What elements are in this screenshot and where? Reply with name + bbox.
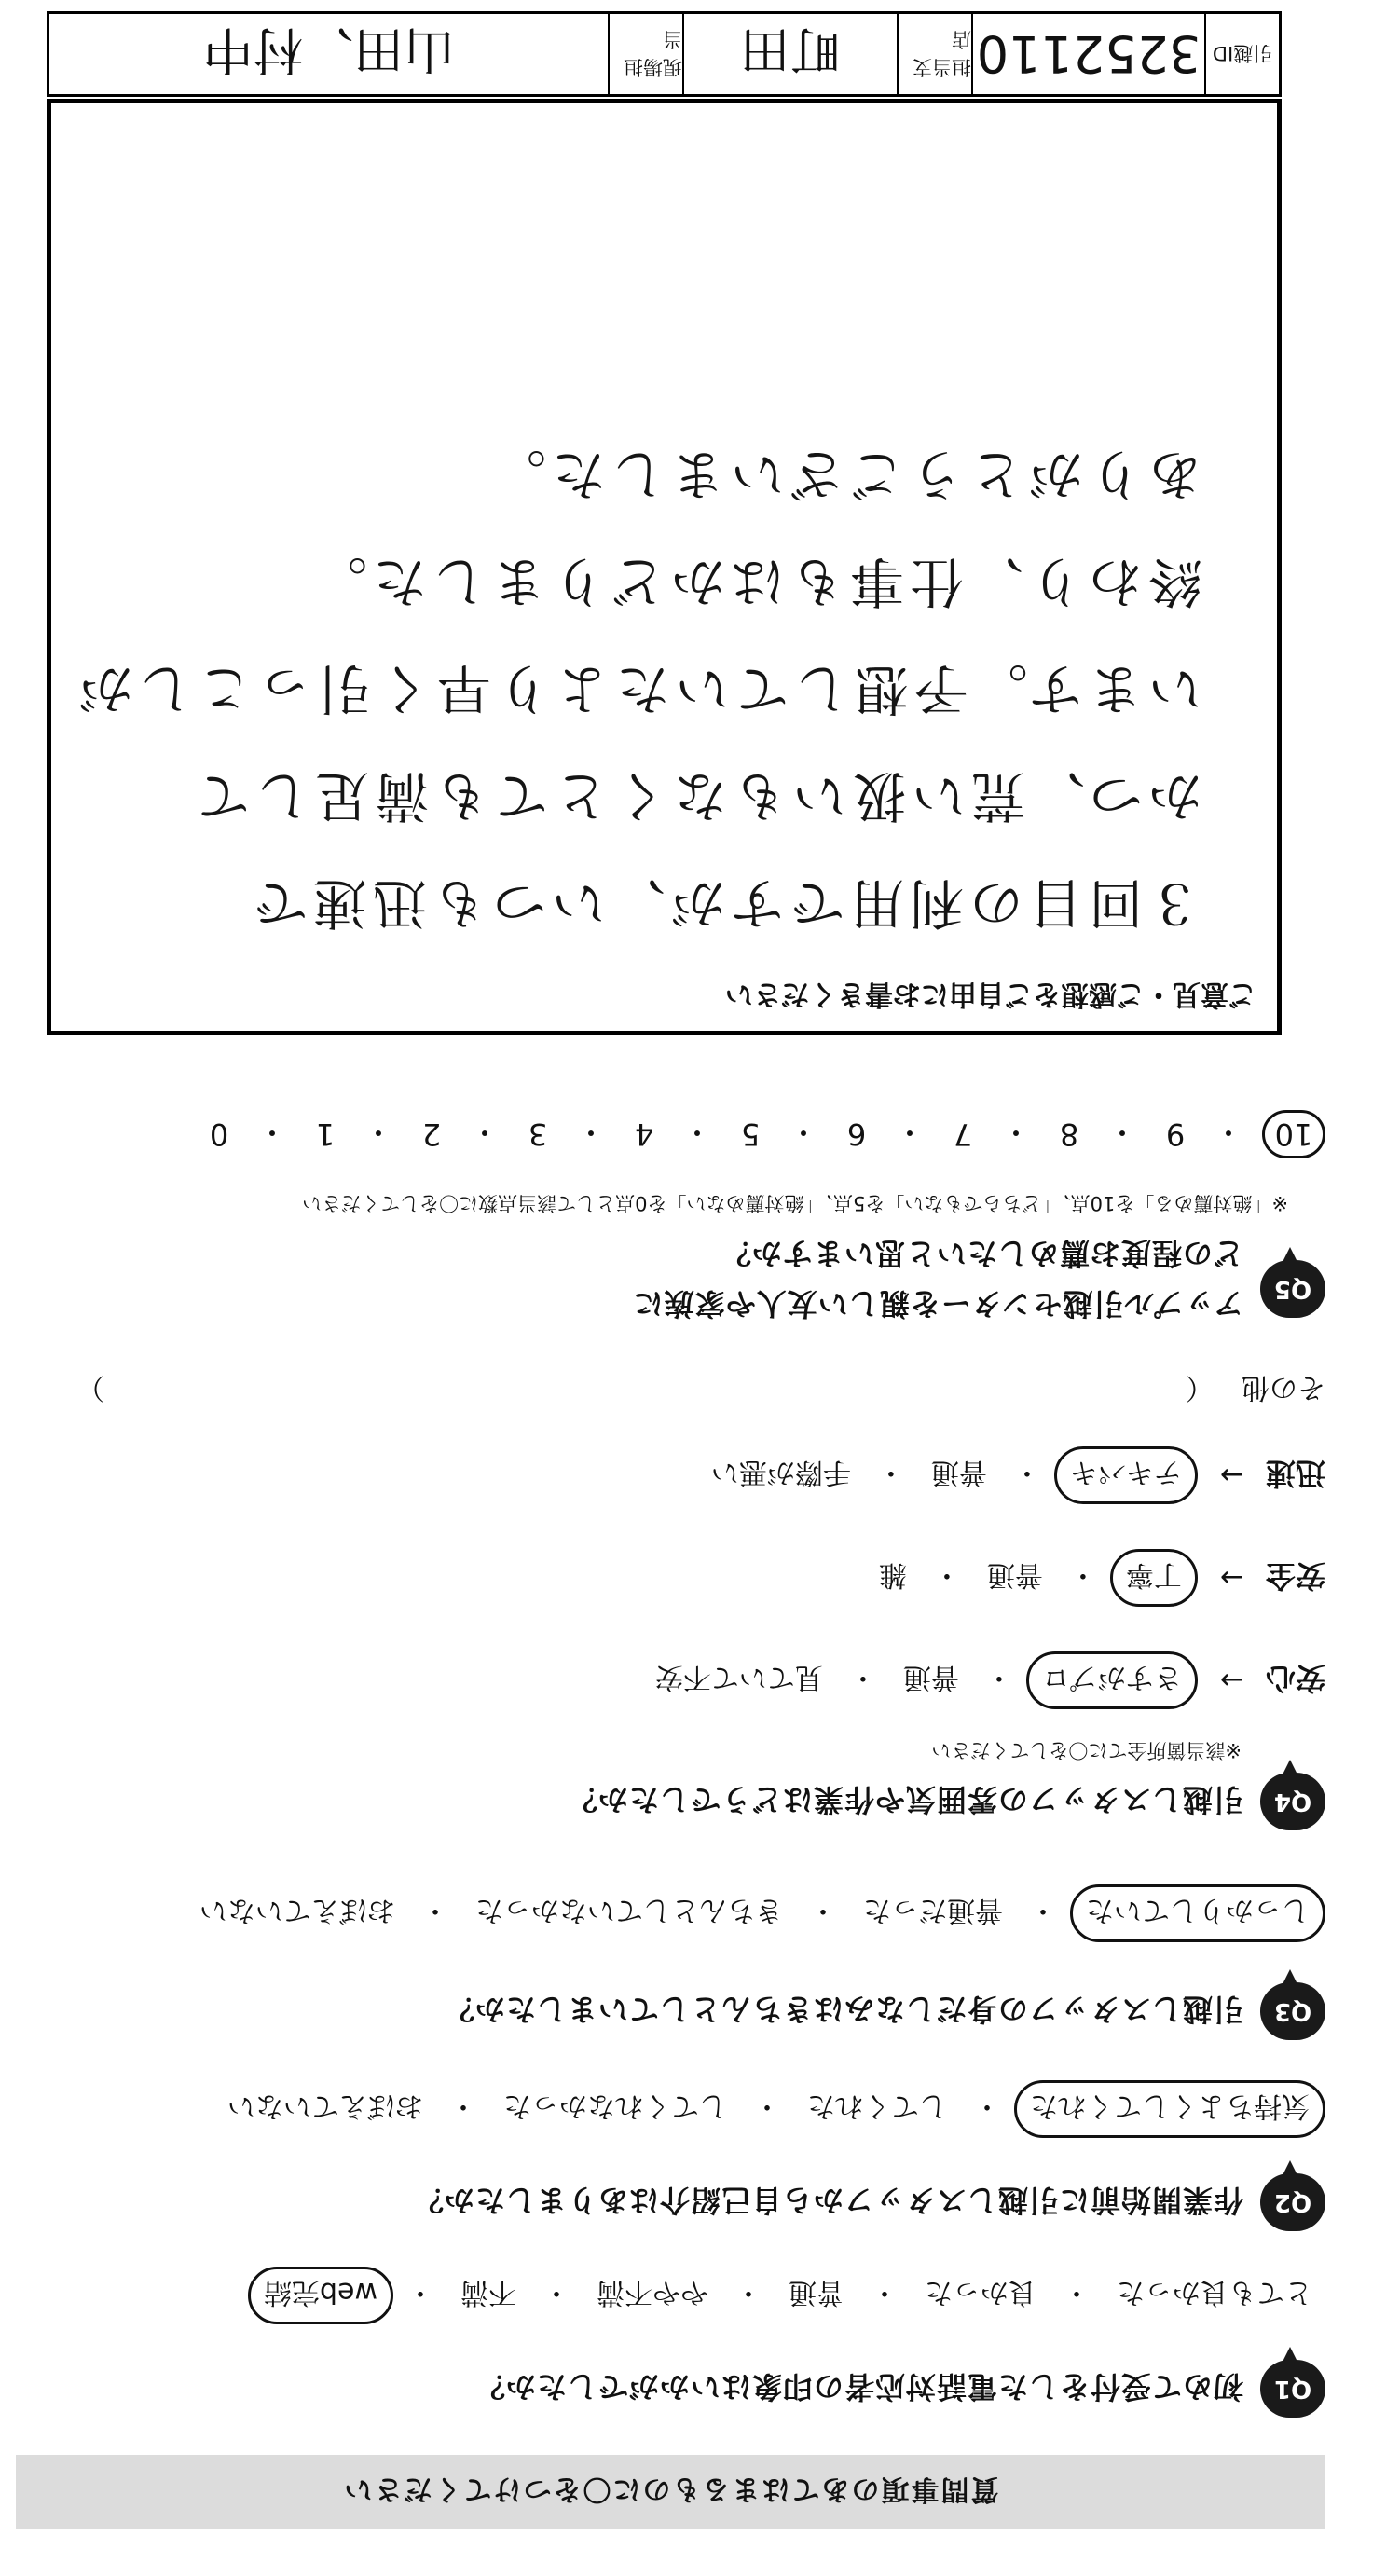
score-option[interactable]: 0 bbox=[209, 1117, 229, 1152]
q5-badge: Q5 bbox=[1260, 1260, 1325, 1318]
question-4 bbox=[567, 1773, 1325, 1830]
q1-option[interactable]: 不満 bbox=[460, 2276, 516, 2309]
score-option-selected[interactable]: 10 bbox=[1262, 1110, 1325, 1158]
q4-row-anshin: 安心 → さすがプロ ・ 普通 ・ 見ていて不安 bbox=[642, 1651, 1325, 1709]
q4-row-label: 安心 bbox=[1265, 1661, 1325, 1696]
score-option[interactable]: 1 bbox=[315, 1117, 336, 1152]
branch-value: 町田 bbox=[740, 21, 841, 80]
id-table bbox=[47, 11, 1282, 97]
q3-option[interactable]: おぼえていない bbox=[199, 1894, 395, 1926]
q3-text: 引越しスタッフの身だしなみはきちんとしていましたか？ bbox=[443, 1992, 1243, 2027]
q1-badge: Q1 bbox=[1260, 2360, 1325, 2418]
score-option[interactable]: 7 bbox=[953, 1117, 973, 1152]
q4-row-label: 迅速 bbox=[1265, 1456, 1325, 1491]
q5-score-scale: 10 ・ 9 ・ 8 ・ 7 ・ 6 ・ 5 ・ 4 ・ 3 ・ 2 ・ 1 ・ 0 bbox=[199, 1110, 1325, 1158]
q2-option[interactable]: してくれなかった bbox=[503, 2090, 727, 2122]
q1-option[interactable]: やや不満 bbox=[597, 2276, 708, 2309]
score-option[interactable]: 5 bbox=[740, 1117, 761, 1152]
q4-note: ※該当箇所全てに〇をしてください bbox=[931, 1739, 1242, 1761]
q4-other bbox=[76, 1370, 1325, 1411]
comment-line: ３回目の利用ですが、いつも迅速で bbox=[247, 871, 1202, 935]
q3-option[interactable]: 普通だった bbox=[863, 1894, 1003, 1926]
q1-option-selected[interactable]: web完結 bbox=[248, 2267, 393, 2324]
q4-other-close: ） bbox=[76, 1371, 104, 1404]
q3-options: しっかりしていた ・ 普通だった ・ きちんとしていなかった ・ おぼえていない bbox=[186, 1884, 1325, 1942]
q5-note: ※「絶対薦める」を10点、「どちらでもない」を5点、「絶対薦めない」を0点として該当点数に〇をしてください bbox=[302, 1192, 1288, 1214]
q2-text: 作業開始前に引越しスタッフから自己紹介はありましたか？ bbox=[412, 2183, 1243, 2218]
instruction-header bbox=[16, 2455, 1325, 2529]
score-option[interactable]: 8 bbox=[1059, 1117, 1079, 1152]
question-2 bbox=[413, 2173, 1325, 2231]
q3-badge: Q3 bbox=[1260, 1982, 1325, 2040]
q4-option-selected[interactable]: 丁寧 bbox=[1110, 1549, 1198, 1607]
score-option[interactable]: 9 bbox=[1165, 1117, 1186, 1152]
score-option[interactable]: 4 bbox=[634, 1117, 654, 1152]
q5-text-line2: どの程度お薦めしたいと思いますか？ bbox=[720, 1236, 1243, 1271]
instruction-text: 質問事項のあてはまるものに〇をつけてください bbox=[342, 2473, 999, 2505]
q4-other-label: その他 bbox=[1242, 1371, 1325, 1404]
comment-line: 終わり、仕事もはかどりました。 bbox=[307, 550, 1202, 613]
q4-option-selected[interactable]: さすがプロ bbox=[1026, 1651, 1198, 1709]
q4-option[interactable]: 普通 bbox=[902, 1661, 959, 1693]
q4-option[interactable]: 雑 bbox=[878, 1558, 907, 1591]
score-option[interactable]: 3 bbox=[528, 1117, 548, 1152]
q1-option[interactable]: 普通 bbox=[789, 2276, 844, 2309]
q2-badge: Q2 bbox=[1260, 2173, 1325, 2231]
score-option[interactable]: 2 bbox=[421, 1117, 442, 1152]
q1-option[interactable]: とても良かった bbox=[1117, 2276, 1312, 2309]
staff-label: 現場担当 bbox=[624, 28, 682, 78]
q3-option-selected[interactable]: しっかりしていた bbox=[1070, 1884, 1325, 1942]
question-1 bbox=[474, 2360, 1325, 2418]
q4-other-open: （ bbox=[1186, 1371, 1214, 1404]
comment-box[interactable] bbox=[47, 99, 1282, 1035]
q2-option[interactable]: してくれた bbox=[807, 2090, 947, 2122]
q1-text: 初めて受付をした電話対応者の印象はいかがでしたか？ bbox=[474, 2369, 1243, 2405]
q4-option[interactable]: 普通 bbox=[986, 1558, 1043, 1591]
q5-text-line1: アップル引越センターを親しい友人や家族に bbox=[632, 1286, 1243, 1322]
q4-row-jinsoku: 迅速 → テキパキ ・ 普通 ・ 手際が悪い bbox=[698, 1446, 1325, 1504]
q2-option-selected[interactable]: 気持ちよくしてくれた bbox=[1014, 2080, 1325, 2138]
q4-row-anzen: 安全 → 丁寧 ・ 普通 ・ 雑 bbox=[866, 1549, 1325, 1607]
branch-label: 担当支店 bbox=[913, 28, 971, 78]
q3-option[interactable]: きちんとしていなかった bbox=[475, 1894, 783, 1926]
arrow-icon: → bbox=[1219, 1561, 1243, 1595]
score-option[interactable]: 6 bbox=[846, 1117, 867, 1152]
q4-option[interactable]: 手際が悪い bbox=[710, 1456, 851, 1488]
move-id-label: 引越ID bbox=[1212, 42, 1273, 64]
q4-badge: Q4 bbox=[1260, 1773, 1325, 1830]
question-5 bbox=[633, 1234, 1325, 1327]
q4-option[interactable]: 見ていて不安 bbox=[654, 1661, 823, 1693]
q4-row-label: 安全 bbox=[1265, 1558, 1325, 1594]
arrow-icon: → bbox=[1219, 1459, 1243, 1492]
q4-option-selected[interactable]: テキパキ bbox=[1054, 1446, 1198, 1504]
staff-value: 山田、村中 bbox=[202, 21, 455, 80]
q2-option[interactable]: おぼえていない bbox=[227, 2090, 423, 2122]
comment-line: かつ、荒い扱いもなくとても満足して bbox=[190, 764, 1202, 828]
q4-text: 引越しスタッフの雰囲気や作業はどうでしたか？ bbox=[566, 1782, 1243, 1817]
q4-option[interactable]: 普通 bbox=[930, 1456, 987, 1488]
q1-options: とても良かった ・ 良かった ・ 普通 ・ やや不満 ・ 不満 ・ web完結 bbox=[248, 2267, 1325, 2324]
comment-box-title: ご意見・ご感想をご自由にお書きください bbox=[725, 978, 1256, 1010]
q1-option[interactable]: 良かった bbox=[925, 2276, 1036, 2309]
question-3 bbox=[444, 1982, 1325, 2040]
move-id-value: 3252110 bbox=[976, 24, 1201, 84]
q2-options: 気持ちよくしてくれた ・ してくれた ・ してくれなかった ・ おぼえていない bbox=[214, 2080, 1325, 2138]
comment-line: います。予想していたより早く引っこしが bbox=[73, 657, 1202, 720]
arrow-icon: → bbox=[1219, 1664, 1243, 1697]
comment-line: ありがとうございました。 bbox=[486, 443, 1202, 506]
